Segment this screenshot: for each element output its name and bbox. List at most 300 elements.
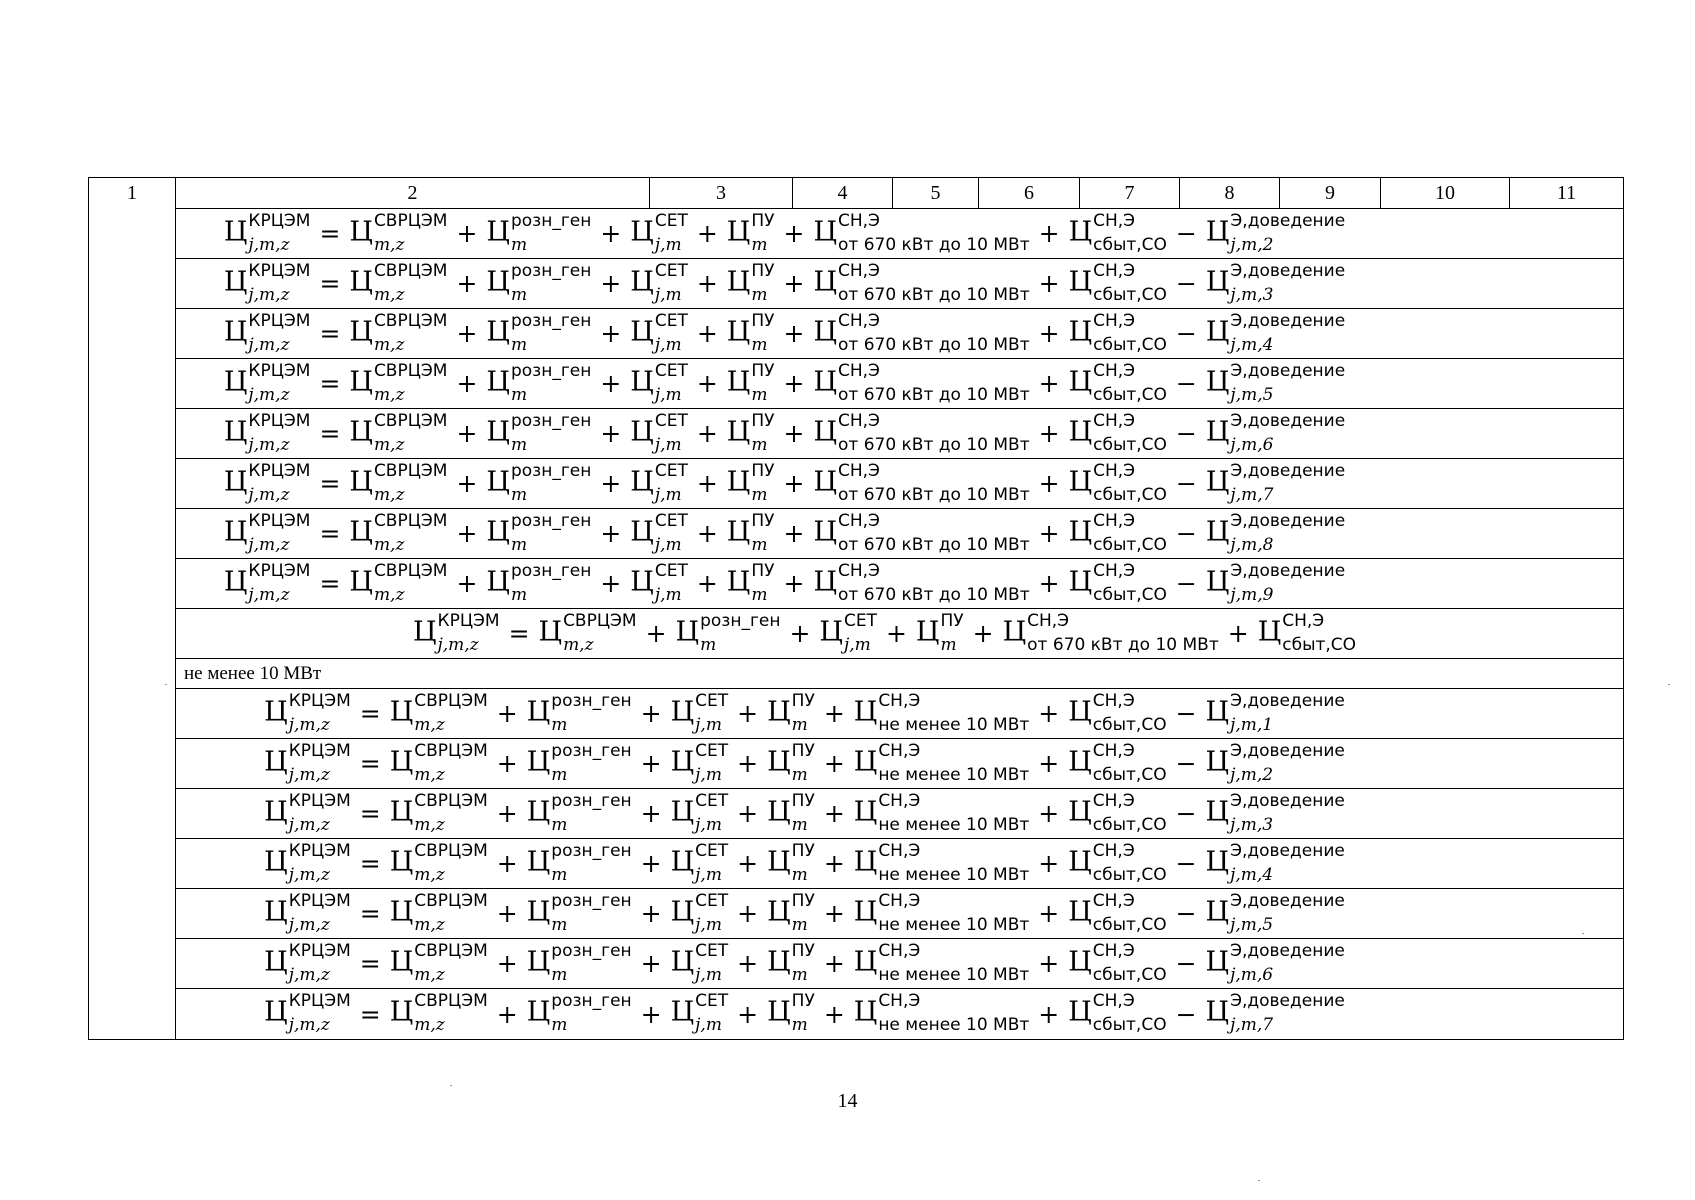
plus-sign: + xyxy=(1038,699,1060,728)
krtsem-term-superscript: КРЦЭМ xyxy=(248,410,311,431)
plus-sign: + xyxy=(1038,469,1060,498)
dovedenie-term-subscript: j,m,9 xyxy=(1230,584,1274,605)
tse-symbol: Ц xyxy=(1257,616,1282,647)
sn-range-term-indices xyxy=(837,210,1030,255)
sn-range-term-superscript: СН,Э xyxy=(878,940,921,961)
page-number: 14 xyxy=(837,1090,858,1112)
sn-sbyt-term-superscript: СН,Э xyxy=(1282,610,1325,631)
svrtsem-term-indices xyxy=(373,210,448,255)
dovedenie-term-subscript: j,m,5 xyxy=(1230,384,1274,405)
formula-row xyxy=(89,409,1624,459)
sn-range-term-indices xyxy=(837,310,1030,355)
tse-symbol: Ц xyxy=(1205,846,1230,877)
pu-term-superscript: ПУ xyxy=(751,560,775,581)
price-formula xyxy=(264,840,1345,885)
krtsem-term xyxy=(223,410,311,455)
dovedenie-term-indices xyxy=(1230,890,1345,935)
sn-range-term-superscript: СН,Э xyxy=(837,410,880,431)
sn-range-term-subscript: не менее 10 МВт xyxy=(878,914,1030,935)
tse-symbol: Ц xyxy=(1068,416,1093,447)
formula-row xyxy=(89,459,1624,509)
pu-term-superscript: ПУ xyxy=(751,210,775,231)
plus-sign: + xyxy=(783,419,805,448)
krtsem-term-indices xyxy=(288,740,351,785)
sn-sbyt-term-superscript: СН,Э xyxy=(1093,560,1136,581)
svrtsem-term-subscript: m,z xyxy=(414,764,445,785)
tse-symbol: Ц xyxy=(1068,216,1093,247)
svrtsem-term xyxy=(538,610,637,655)
svrtsem-term-indices xyxy=(414,740,488,785)
set-term xyxy=(670,991,729,1035)
sn-range-term-superscript: СН,Э xyxy=(837,510,880,531)
set-term xyxy=(819,610,877,655)
formula-row xyxy=(89,889,1624,939)
rozn-gen-term-superscript: розн_ген xyxy=(510,510,592,531)
sn-sbyt-term-subscript: сбыт,СО xyxy=(1093,584,1167,605)
plus-sign: + xyxy=(600,419,622,448)
set-term-indices xyxy=(654,410,688,455)
set-term-indices xyxy=(843,610,877,655)
minus-sign: − xyxy=(1175,949,1197,978)
rozn-gen-term xyxy=(486,560,592,605)
pu-term xyxy=(767,890,815,935)
rozn-gen-term xyxy=(486,410,592,455)
pu-term xyxy=(767,840,815,885)
pu-term-superscript: ПУ xyxy=(751,460,775,481)
sn-sbyt-term xyxy=(1068,260,1167,305)
tse-symbol: Ц xyxy=(853,996,878,1028)
formula-cell xyxy=(176,989,1624,1040)
sn-sbyt-term-indices xyxy=(1092,940,1167,985)
pu-term-indices xyxy=(751,560,775,605)
tse-symbol: Ц xyxy=(349,416,373,447)
krtsem-term xyxy=(264,890,351,935)
rozn-gen-term-subscript: m xyxy=(510,434,528,455)
pu-term-subscript: m xyxy=(791,864,808,885)
row-col-1 xyxy=(89,789,176,839)
dovedenie-term-superscript: Э,доведение xyxy=(1230,260,1346,281)
pu-term-indices xyxy=(791,991,815,1035)
plus-sign: + xyxy=(456,519,478,548)
dovedenie-term xyxy=(1205,510,1346,555)
eq-sign: = xyxy=(319,569,341,598)
header-col-8: 8 xyxy=(1180,178,1280,209)
plus-sign: + xyxy=(1038,949,1060,978)
tse-symbol: Ц xyxy=(670,996,695,1028)
tse-symbol: Ц xyxy=(223,316,248,347)
tse-symbol: Ц xyxy=(630,566,654,597)
sn-range-term-indices xyxy=(878,840,1030,885)
rozn-gen-term-subscript: m xyxy=(551,864,568,885)
sn-range-term xyxy=(813,360,1030,405)
svrtsem-term-subscript: m,z xyxy=(563,634,594,655)
sn-sbyt-term-subscript: сбыт,СО xyxy=(1093,334,1167,355)
pu-term xyxy=(726,460,775,505)
set-term-superscript: СЕТ xyxy=(695,890,729,911)
plus-sign: + xyxy=(783,219,805,248)
pu-term-subscript: m xyxy=(751,284,768,305)
eq-sign: = xyxy=(359,799,381,828)
set-term-subscript: j,m xyxy=(695,964,722,985)
plus-sign: + xyxy=(640,999,662,1029)
row-col-1 xyxy=(89,939,176,989)
tse-symbol: Ц xyxy=(223,466,248,497)
formula-table xyxy=(88,177,1624,1040)
tse-symbol: Ц xyxy=(670,696,695,727)
plus-sign: + xyxy=(1038,369,1060,398)
pu-term-subscript: m xyxy=(791,814,808,835)
sn-sbyt-term-superscript: СН,Э xyxy=(1093,210,1136,231)
sn-range-term-subscript: не менее 10 МВт xyxy=(878,864,1030,885)
plus-sign: + xyxy=(823,949,845,978)
svrtsem-term-subscript: m,z xyxy=(414,964,445,985)
tse-symbol: Ц xyxy=(389,696,414,727)
svrtsem-term-superscript: СВРЦЭМ xyxy=(414,991,488,1012)
sn-range-term-indices xyxy=(1027,610,1219,655)
tse-symbol: Ц xyxy=(1068,316,1093,347)
formula-cell xyxy=(176,559,1624,609)
rozn-gen-term-subscript: m xyxy=(510,284,528,305)
sn-range-term-subscript: от 670 кВт до 10 МВт xyxy=(837,384,1030,405)
row-col-1 xyxy=(89,409,176,459)
krtsem-term-superscript: КРЦЭМ xyxy=(288,890,351,911)
tse-symbol: Ц xyxy=(813,566,837,597)
row-col-1 xyxy=(89,609,176,659)
sn-sbyt-term-subscript: сбыт,СО xyxy=(1093,234,1167,255)
pu-term xyxy=(726,260,775,305)
sn-sbyt-term-superscript: СН,Э xyxy=(1093,310,1136,331)
svrtsem-term xyxy=(349,410,448,455)
eq-sign: = xyxy=(359,899,381,928)
svrtsem-term xyxy=(389,890,488,935)
tse-symbol: Ц xyxy=(1205,266,1230,297)
row-col-1 xyxy=(89,459,176,509)
tse-symbol: Ц xyxy=(223,216,248,247)
krtsem-term xyxy=(223,310,311,355)
sn-range-term xyxy=(813,510,1030,555)
plus-sign: + xyxy=(600,519,622,548)
tse-symbol: Ц xyxy=(349,366,373,397)
sn-range-term-superscript: СН,Э xyxy=(837,460,880,481)
sn-sbyt-term-subscript: сбыт,СО xyxy=(1093,384,1167,405)
krtsem-term-subscript: j,m,z xyxy=(288,964,330,985)
svrtsem-term-superscript: СВРЦЭМ xyxy=(373,560,448,581)
header-col-2: 2 xyxy=(176,178,650,209)
formula-cell xyxy=(176,839,1624,889)
tse-symbol: Ц xyxy=(349,566,373,597)
svrtsem-term-superscript: СВРЦЭМ xyxy=(414,890,488,911)
price-formula xyxy=(264,740,1345,785)
formula-row xyxy=(89,989,1624,1040)
rozn-gen-term-indices xyxy=(510,460,592,505)
rozn-gen-term-superscript: розн_ген xyxy=(510,310,592,331)
plus-sign: + xyxy=(456,419,478,448)
sn-sbyt-term xyxy=(1068,690,1167,735)
sn-range-term-indices xyxy=(878,790,1030,835)
sn-sbyt-term-superscript: СН,Э xyxy=(1092,991,1135,1012)
tse-symbol: Ц xyxy=(389,996,414,1028)
tse-symbol: Ц xyxy=(726,516,751,547)
tse-symbol: Ц xyxy=(726,466,751,497)
set-term-indices xyxy=(654,510,688,555)
sn-sbyt-term xyxy=(1068,740,1167,785)
rozn-gen-term-indices xyxy=(551,991,632,1035)
krtsem-term-superscript: КРЦЭМ xyxy=(248,560,311,581)
section-label-row xyxy=(89,659,1624,689)
rozn-gen-term-subscript: m xyxy=(551,914,568,935)
rozn-gen-term xyxy=(526,890,632,935)
sn-sbyt-term xyxy=(1068,210,1167,255)
pu-term-indices xyxy=(751,460,775,505)
minus-sign: − xyxy=(1175,519,1197,548)
krtsem-term-subscript: j,m,z xyxy=(248,434,290,455)
rozn-gen-term xyxy=(486,360,592,405)
set-term-subscript: j,m xyxy=(654,584,682,605)
sn-range-term-superscript: СН,Э xyxy=(878,991,921,1012)
plus-sign: + xyxy=(823,849,845,878)
rozn-gen-term-subscript: m xyxy=(510,234,528,255)
sn-range-term-superscript: СН,Э xyxy=(837,360,880,381)
dovedenie-term-subscript: j,m,6 xyxy=(1230,434,1274,455)
sn-sbyt-term-superscript: СН,Э xyxy=(1093,260,1136,281)
pu-term-indices xyxy=(751,510,775,555)
dovedenie-term-subscript: j,m,5 xyxy=(1230,914,1274,935)
tse-symbol: Ц xyxy=(670,946,695,977)
formula-cell xyxy=(176,459,1624,509)
rozn-gen-term-subscript: m xyxy=(510,534,528,555)
krtsem-term-indices xyxy=(248,360,311,405)
svrtsem-term-superscript: СВРЦЭМ xyxy=(414,840,488,861)
plus-sign: + xyxy=(640,849,662,878)
svrtsem-term-superscript: СВРЦЭМ xyxy=(373,360,448,381)
set-term-subscript: j,m xyxy=(654,384,682,405)
plus-sign: + xyxy=(696,519,718,548)
scan-speck xyxy=(450,1085,452,1086)
sn-sbyt-term-superscript: СН,Э xyxy=(1093,510,1136,531)
set-term-superscript: СЕТ xyxy=(695,991,729,1012)
eq-sign: = xyxy=(359,949,381,978)
dovedenie-term xyxy=(1205,991,1345,1035)
header-row xyxy=(89,178,1624,209)
rozn-gen-term xyxy=(486,310,592,355)
tse-symbol: Ц xyxy=(1205,316,1230,347)
price-formula xyxy=(223,460,1346,505)
set-term-indices xyxy=(695,991,729,1035)
formula-cell xyxy=(176,689,1624,739)
formula-row xyxy=(89,939,1624,989)
sn-range-term xyxy=(853,740,1030,785)
formula-cell xyxy=(176,889,1624,939)
sn-sbyt-term-subscript: сбыт,СО xyxy=(1092,964,1167,985)
krtsem-term-superscript: КРЦЭМ xyxy=(288,991,351,1012)
pu-term-superscript: ПУ xyxy=(751,510,775,531)
dovedenie-term xyxy=(1205,940,1345,985)
header-col-6: 6 xyxy=(979,178,1080,209)
tse-symbol: Ц xyxy=(1068,746,1092,777)
sn-sbyt-term-superscript: СН,Э xyxy=(1092,890,1135,911)
formula-cell xyxy=(176,509,1624,559)
row-col-1 xyxy=(89,739,176,789)
svrtsem-term-superscript: СВРЦЭМ xyxy=(373,510,448,531)
set-term xyxy=(630,210,688,255)
set-term-indices xyxy=(654,460,688,505)
sn-sbyt-term-indices xyxy=(1282,610,1357,655)
rozn-gen-term-indices xyxy=(510,260,592,305)
pu-term xyxy=(767,991,815,1035)
dovedenie-term xyxy=(1205,690,1345,735)
eq-sign: = xyxy=(359,849,381,878)
sn-sbyt-term xyxy=(1257,610,1357,655)
tse-symbol: Ц xyxy=(264,796,288,827)
plus-sign: + xyxy=(456,219,478,248)
header-col-9: 9 xyxy=(1280,178,1381,209)
sn-sbyt-term xyxy=(1068,840,1167,885)
sn-sbyt-term-indices xyxy=(1092,890,1167,935)
formula-row xyxy=(89,839,1624,889)
plus-sign: + xyxy=(640,799,662,828)
dovedenie-term-indices xyxy=(1230,560,1346,605)
svrtsem-term xyxy=(349,460,448,505)
sn-range-term-superscript: СН,Э xyxy=(837,210,880,231)
eq-sign: = xyxy=(508,619,530,648)
svrtsem-term-superscript: СВРЦЭМ xyxy=(373,310,448,331)
sn-range-term-superscript: СН,Э xyxy=(837,260,880,281)
svrtsem-term-indices xyxy=(414,840,488,885)
pu-term-subscript: m xyxy=(751,234,768,255)
svrtsem-term-subscript: m,z xyxy=(373,434,405,455)
tse-symbol: Ц xyxy=(853,846,878,877)
tse-symbol: Ц xyxy=(630,366,654,397)
sn-sbyt-term-superscript: СН,Э xyxy=(1092,740,1135,761)
krtsem-term-indices xyxy=(248,260,311,305)
rozn-gen-term xyxy=(486,460,592,505)
tse-symbol: Ц xyxy=(1068,696,1092,727)
tse-symbol: Ц xyxy=(670,846,695,877)
pu-term-subscript: m xyxy=(791,914,808,935)
krtsem-term xyxy=(264,940,351,985)
rozn-gen-term-indices xyxy=(510,210,592,255)
dovedenie-term-indices xyxy=(1230,310,1346,355)
krtsem-term-indices xyxy=(437,610,500,655)
dovedenie-term xyxy=(1205,410,1346,455)
pu-term-superscript: ПУ xyxy=(751,260,775,281)
set-term-subscript: j,m xyxy=(654,334,682,355)
svrtsem-term-indices xyxy=(414,690,488,735)
tse-symbol: Ц xyxy=(526,896,551,927)
svrtsem-term-subscript: m,z xyxy=(414,714,445,735)
dovedenie-term-superscript: Э,доведение xyxy=(1230,560,1346,581)
tse-symbol: Ц xyxy=(813,316,837,347)
krtsem-term-indices xyxy=(248,210,311,255)
tse-symbol: Ц xyxy=(349,516,373,547)
svrtsem-term xyxy=(349,210,448,255)
plus-sign: + xyxy=(496,749,518,778)
dovedenie-term-superscript: Э,доведение xyxy=(1230,991,1345,1012)
plus-sign: + xyxy=(640,749,662,778)
sn-sbyt-term xyxy=(1068,410,1167,455)
pu-term-superscript: ПУ xyxy=(791,740,815,761)
plus-sign: + xyxy=(1038,319,1060,348)
tse-symbol: Ц xyxy=(726,216,751,247)
tse-symbol: Ц xyxy=(1068,896,1092,927)
pu-term-superscript: ПУ xyxy=(751,310,775,331)
sn-sbyt-term-subscript: сбыт,СО xyxy=(1093,434,1167,455)
sn-sbyt-term-subscript: сбыт,СО xyxy=(1093,484,1167,505)
krtsem-term-superscript: КРЦЭМ xyxy=(288,940,351,961)
plus-sign: + xyxy=(696,319,718,348)
svrtsem-term-indices xyxy=(373,560,448,605)
krtsem-term xyxy=(223,260,311,305)
svrtsem-term xyxy=(349,310,448,355)
sn-range-term-superscript: СН,Э xyxy=(837,310,880,331)
pu-term xyxy=(767,740,815,785)
minus-sign: − xyxy=(1175,699,1197,728)
pu-term-subscript: m xyxy=(751,584,768,605)
set-term-indices xyxy=(695,840,729,885)
sn-sbyt-term-subscript: сбыт,СО xyxy=(1092,914,1167,935)
eq-sign: = xyxy=(359,999,381,1029)
dovedenie-term-superscript: Э,доведение xyxy=(1230,790,1345,811)
rozn-gen-term xyxy=(526,991,632,1035)
pu-term xyxy=(767,790,815,835)
rozn-gen-term-superscript: розн_ген xyxy=(551,840,632,861)
sn-range-term-superscript: СН,Э xyxy=(837,560,880,581)
sn-sbyt-term-indices xyxy=(1093,210,1167,255)
sn-sbyt-term-indices xyxy=(1093,310,1167,355)
tse-symbol: Ц xyxy=(630,516,654,547)
plus-sign: + xyxy=(696,269,718,298)
plus-sign: + xyxy=(1038,799,1060,828)
plus-sign: + xyxy=(972,619,994,648)
sn-range-term-subscript: от 670 кВт до 10 МВт xyxy=(837,334,1030,355)
svrtsem-term-superscript: СВРЦЭМ xyxy=(414,690,488,711)
pu-term-superscript: ПУ xyxy=(791,991,815,1012)
krtsem-term-indices xyxy=(248,460,311,505)
tse-symbol: Ц xyxy=(223,416,248,447)
tse-symbol: Ц xyxy=(1068,846,1092,877)
price-formula xyxy=(412,610,1357,655)
plus-sign: + xyxy=(823,999,845,1029)
set-term-subscript: j,m xyxy=(654,434,682,455)
pu-term-subscript: m xyxy=(791,964,808,985)
plus-sign: + xyxy=(640,699,662,728)
svrtsem-term xyxy=(389,790,488,835)
svrtsem-term-subscript: m,z xyxy=(414,914,445,935)
dovedenie-term-subscript: j,m,3 xyxy=(1230,814,1274,835)
set-term xyxy=(630,360,688,405)
dovedenie-term-subscript: j,m,4 xyxy=(1230,334,1274,355)
header-col-3: 3 xyxy=(650,178,793,209)
tse-symbol: Ц xyxy=(264,746,288,777)
pu-term-indices xyxy=(791,890,815,935)
rozn-gen-term xyxy=(526,740,632,785)
sn-range-term-subscript: от 670 кВт до 10 МВт xyxy=(837,484,1030,505)
price-formula xyxy=(223,260,1346,305)
dovedenie-term-indices xyxy=(1230,940,1345,985)
sn-range-term xyxy=(853,991,1030,1035)
krtsem-term xyxy=(223,460,311,505)
pu-term-indices xyxy=(751,410,775,455)
set-term-indices xyxy=(654,560,688,605)
set-term xyxy=(670,840,729,885)
tse-symbol: Ц xyxy=(349,266,373,297)
sn-sbyt-term-superscript: СН,Э xyxy=(1093,360,1136,381)
row-col-1 xyxy=(89,839,176,889)
dovedenie-term-subscript: j,m,2 xyxy=(1230,234,1274,255)
dovedenie-term-subscript: j,m,1 xyxy=(1230,714,1274,735)
svrtsem-term xyxy=(349,510,448,555)
tse-symbol: Ц xyxy=(1205,366,1230,397)
